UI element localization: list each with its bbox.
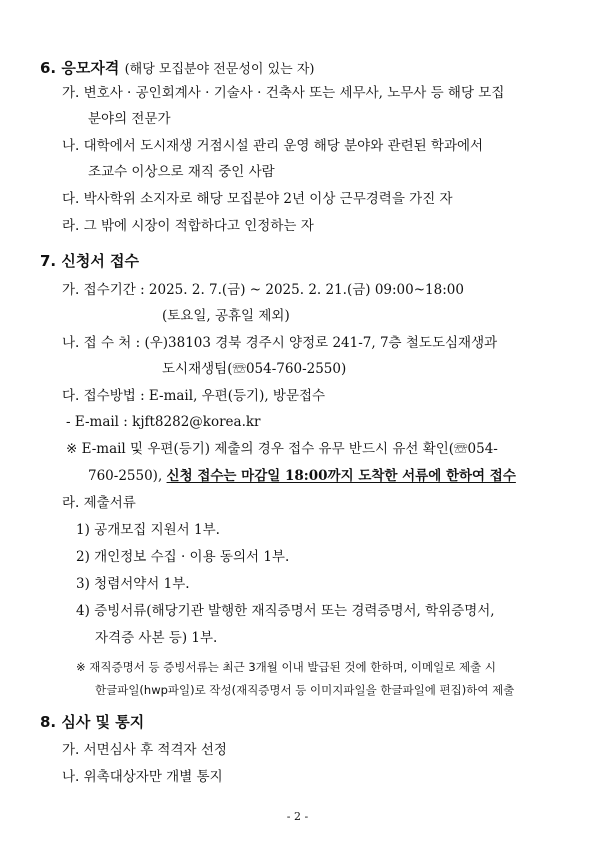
s7-note-line1: ※ E-mail 및 우편(등기) 제출의 경우 접수 유무 반드시 유선 확인(☏054-: [66, 441, 498, 457]
section-6-title: 6. 응모자격: [40, 59, 120, 77]
section-6-heading: [40, 58, 315, 80]
s6-item-a-line1: 가. 변호사 · 공인회계사 · 기술사 · 건축사 또는 세무사, 노무사 등 해당 모집: [62, 85, 505, 101]
s6-item-c: 다. 박사학위 소지자로 해당 모집분야 2년 이상 근무경력을 가진 자: [62, 191, 453, 207]
section-8-title: 8. 심사 및 통지: [40, 713, 145, 731]
s7-note-emphasis: 신청 접수는 마감일 18:00까지 도착한 서류에 한하여 접수: [166, 468, 516, 484]
s7-item-b-line1: 나. 접 수 처 : (우)38103 경북 경주시 양정로 241-7, 7층 철도도심재생과: [62, 335, 498, 351]
section-6-note: (해당 모집분야 전문성이 있는 자): [124, 62, 315, 77]
s7-small-note-line2: 한글파일(hwp파일)로 작성(재직증명서 등 이미지파일을 한글파일에 편집)하여 제출: [95, 683, 515, 697]
s7-item-c: 다. 접수방법 : E-mail, 우편(등기), 방문접수: [62, 388, 326, 404]
s7-note-line2-plain: 760-2550),: [88, 468, 167, 484]
s7-note-line2: [88, 467, 516, 485]
s7-doc-2: 2) 개인정보 수집 · 이용 동의서 1부.: [76, 549, 290, 565]
s7-doc-1: 1) 공개모집 지원서 1부.: [76, 522, 220, 538]
s7-item-a-line1: 가. 접수기간 : 2025. 2. 7.(금) ~ 2025. 2. 21.(금) 09:00~18:00: [62, 282, 464, 298]
s6-item-b-line2: 조교수 이상으로 재직 중인 사람: [88, 164, 275, 180]
s6-item-a-line2: 분야의 전문가: [88, 111, 171, 127]
s7-small-note-line1: ※ 재직증명서 등 증빙서류는 최근 3개월 이내 발급된 것에 한하며, 이메일로 제출 시: [76, 660, 496, 674]
section-8-heading: [40, 712, 144, 732]
s7-item-b-line2: 도시재생팀(☏054-760-2550): [162, 361, 347, 377]
s7-doc-3: 3) 청렴서약서 1부.: [76, 576, 190, 592]
s7-item-d: 라. 제출서류: [62, 495, 136, 511]
page-number: - 2 -: [286, 810, 309, 823]
s8-item-a: 가. 서면심사 후 적격자 선정: [62, 742, 227, 758]
section-7-heading: [40, 251, 139, 271]
s7-email-line: - E-mail : kjft8282@korea.kr: [66, 414, 261, 430]
s7-doc-4-line2: 자격증 사본 등) 1부.: [95, 630, 218, 646]
s8-item-b: 나. 위촉대상자만 개별 통지: [62, 769, 223, 785]
s7-doc-4-line1: 4) 증빙서류(해당기관 발행한 재직증명서 또는 경력증명서, 학위증명서,: [76, 603, 495, 619]
s6-item-d: 라. 그 밖에 시장이 적합하다고 인정하는 자: [62, 218, 314, 234]
s7-item-a-line2: (토요일, 공휴일 제외): [162, 308, 290, 324]
s6-item-b-line1: 나. 대학에서 도시재생 거점시설 관리 운영 해당 분야와 관련된 학과에서: [62, 138, 484, 154]
section-7-title: 7. 신청서 접수: [40, 252, 140, 270]
